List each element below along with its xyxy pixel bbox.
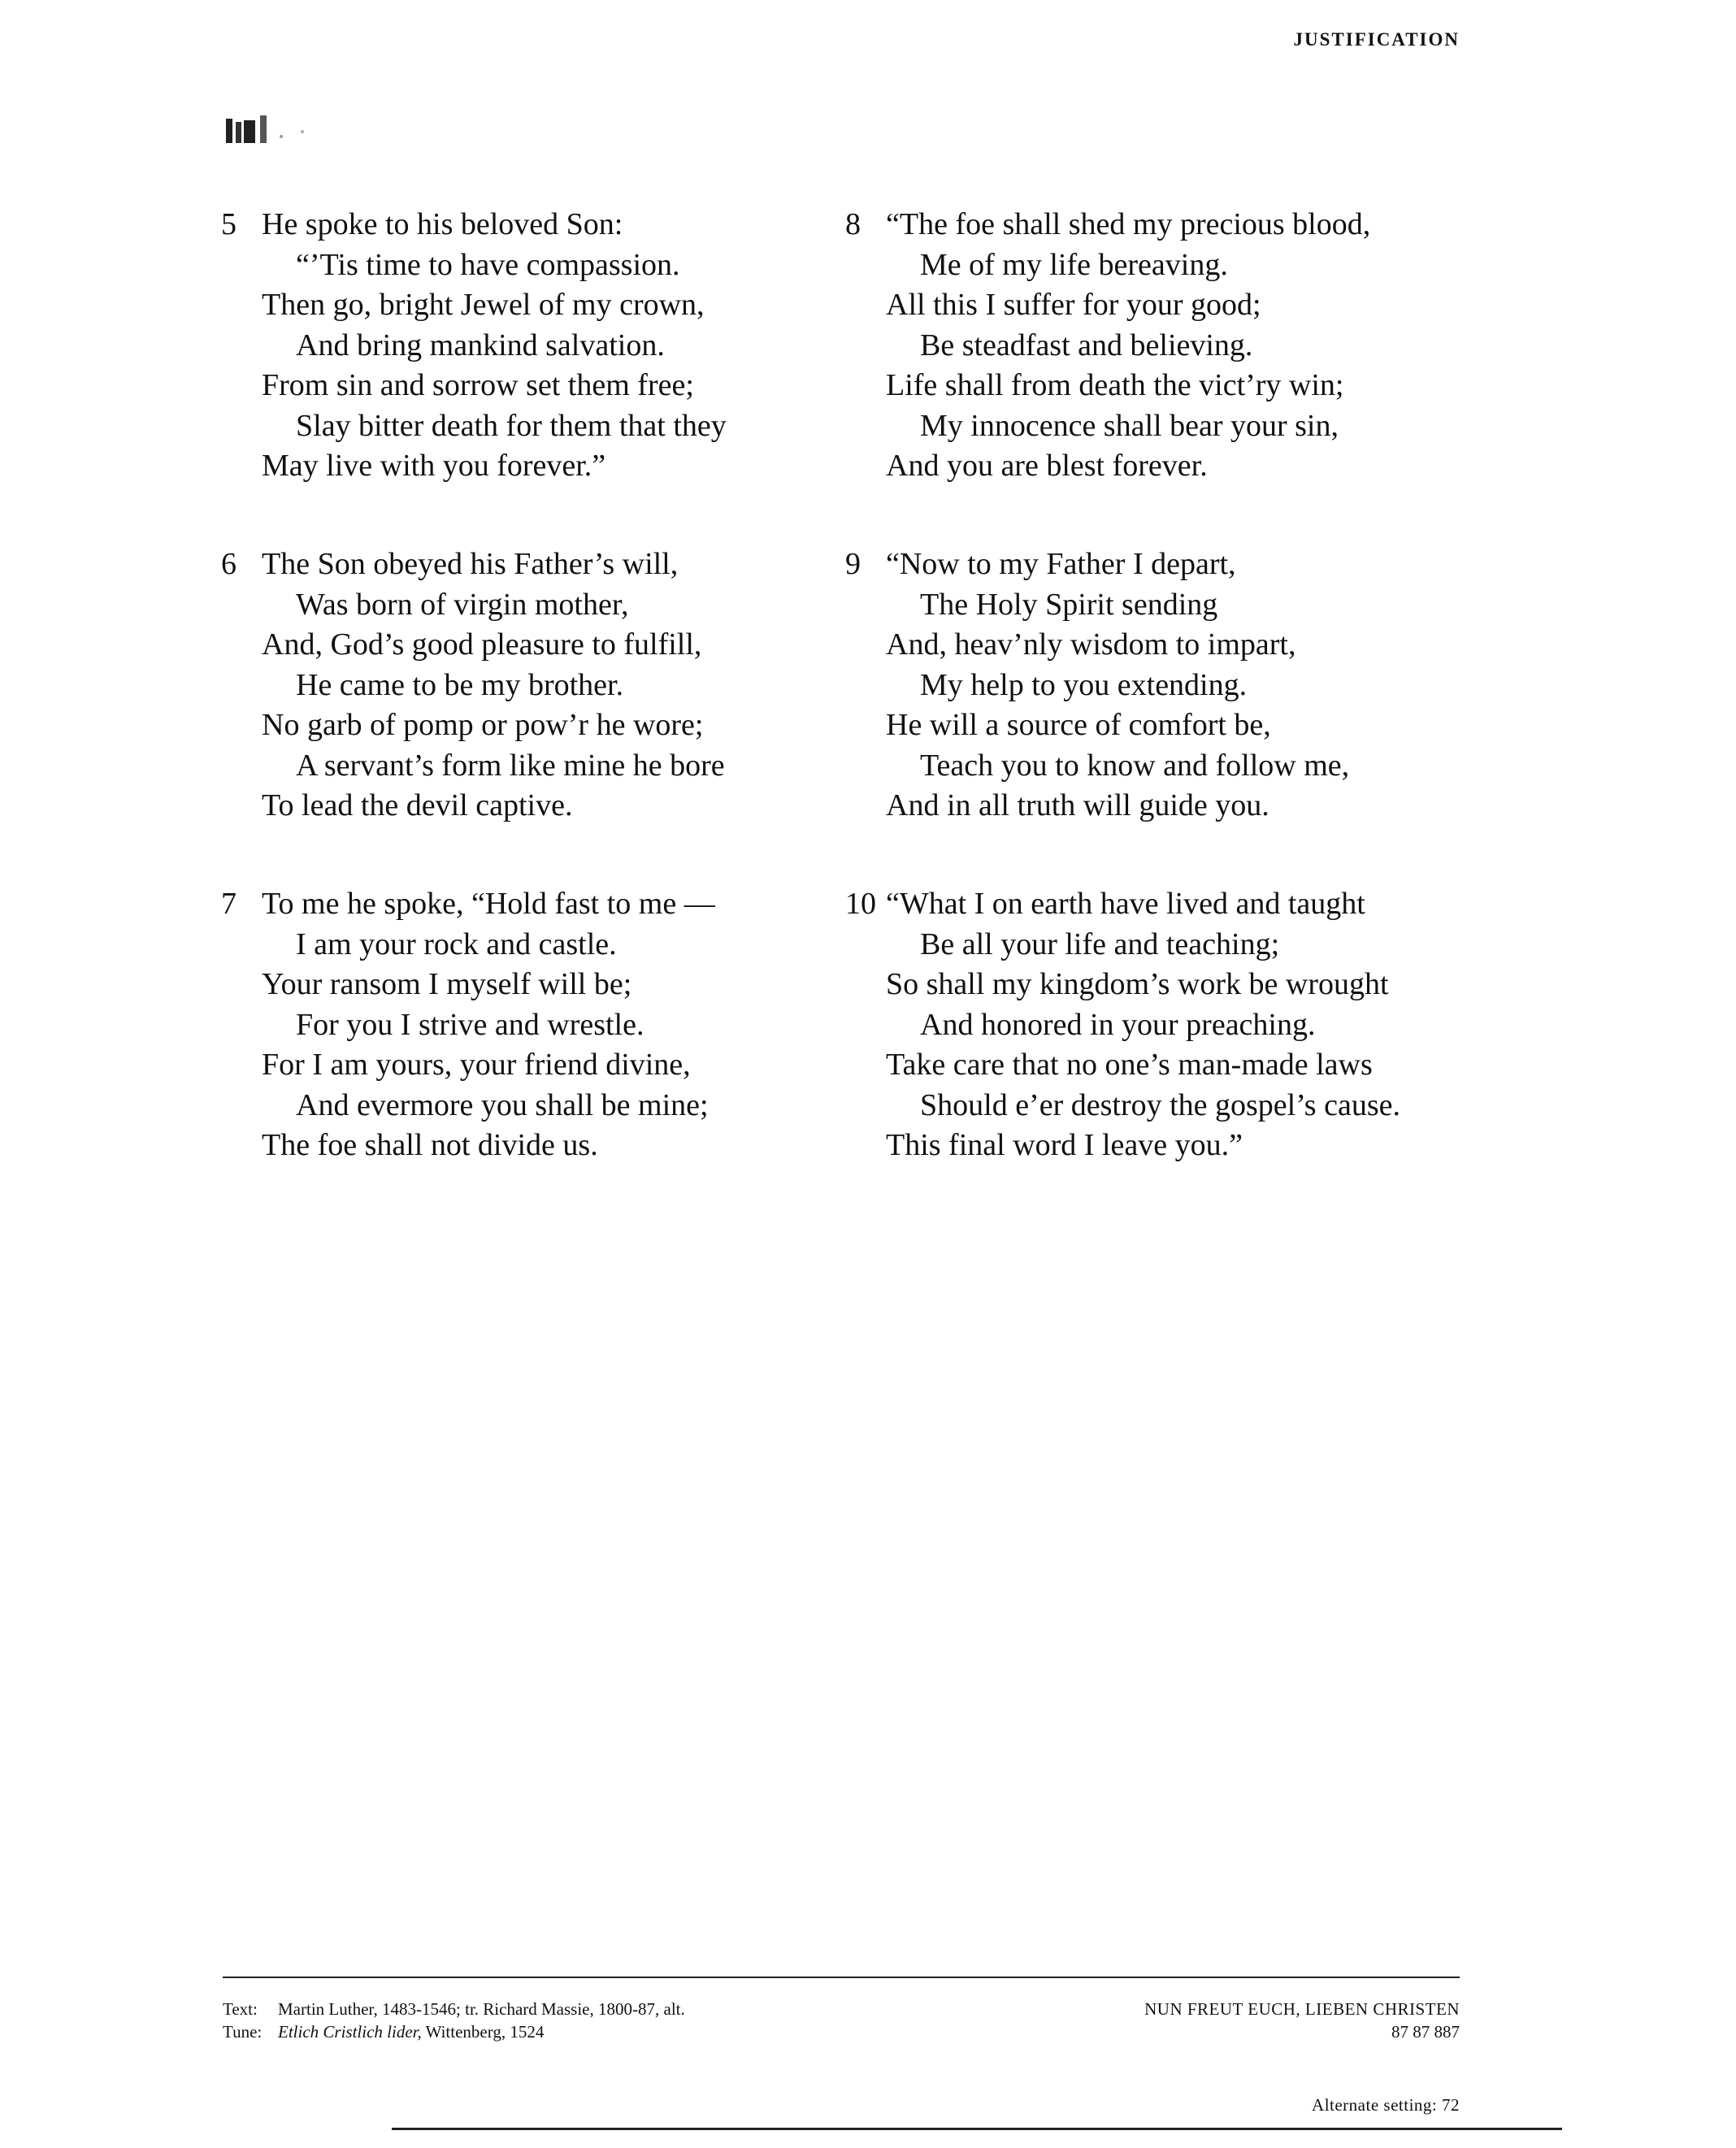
stanza-number: 10 [845, 887, 876, 921]
verse-line: From sin and sorrow set them free; [262, 368, 694, 402]
verse-line: And honored in your preaching. [920, 1007, 1316, 1042]
text-author: Martin Luther, 1483-1546; tr. Richard Massie, 1800-87, alt. [278, 1999, 685, 2019]
tune-place: Wittenberg, 1524 [421, 2022, 545, 2042]
verse-line: He spoke to his beloved Son: [262, 207, 623, 241]
section-heading: JUSTIFICATION [1293, 29, 1460, 50]
verse-line: The Holy Spirit sending [920, 587, 1218, 622]
text-label: Text: [223, 1999, 258, 2019]
verse-line: May live with you forever.” [262, 449, 606, 483]
verse-line: I am your rock and castle. [296, 926, 617, 961]
verse-line: This final word I leave you.” [886, 1128, 1243, 1162]
stanza-5 [221, 205, 727, 487]
stanza-8 [845, 205, 1370, 487]
verse-line: And in all truth will guide you. [886, 788, 1269, 822]
verse-line: For you I strive and wrestle. [296, 1007, 644, 1042]
verse-line: And bring mankind salvation. [296, 328, 665, 362]
verse-line: My help to you extending. [920, 667, 1248, 702]
bottom-rule [392, 2128, 1562, 2130]
verse-line: “Now to my Father I depart, [886, 547, 1236, 581]
verse-line: Was born of virgin mother, [296, 587, 629, 622]
verse-line: To lead the devil captive. [262, 788, 573, 822]
verse-line: Slay bitter death for them that they [296, 408, 727, 443]
verse-line: He will a source of comfort be, [886, 708, 1271, 742]
verse-line: And, God’s good pleasure to fulfill, [262, 627, 702, 662]
meter: 87 87 887 [1391, 2022, 1460, 2042]
stanza-9 [845, 545, 1349, 827]
verse-line: “What I on earth have lived and taught [886, 887, 1365, 921]
verse-line: The Son obeyed his Father’s will, [262, 547, 679, 581]
hymn-credits [223, 1998, 685, 2043]
verse-line: No garb of pomp or pow’r he wore; [262, 708, 704, 742]
text-credit [223, 1998, 685, 2020]
verse-line: All this I suffer for your good; [886, 288, 1261, 322]
verse-line: So shall my kingdom’s work be wrought [886, 967, 1389, 1001]
verse-line: “The foe shall shed my precious blood, [886, 207, 1371, 241]
verse-line: And you are blest forever. [886, 449, 1208, 483]
verse-line: Teach you to know and follow me, [920, 748, 1350, 783]
stanza-number: 5 [221, 207, 237, 241]
verse-line: “’Tis time to have compassion. [296, 247, 680, 282]
verse-line: He came to be my brother. [296, 667, 624, 702]
verse-line: Life shall from death the vict’ry win; [886, 368, 1344, 402]
print-smudge [224, 104, 322, 153]
verse-line: Be all your life and teaching; [920, 926, 1280, 961]
verse-line: For I am yours, your friend divine, [262, 1048, 691, 1082]
stanza-10 [845, 884, 1400, 1166]
stanza-6 [221, 545, 725, 827]
tune-label: Tune: [223, 2022, 263, 2042]
stanza-number: 8 [845, 207, 861, 241]
alternate-setting: Alternate setting: 72 [1312, 2095, 1460, 2115]
verse-line: And evermore you shall be mine; [296, 1087, 709, 1122]
tune-info [1144, 1998, 1460, 2043]
tune-source: Etlich Cristlich lider, [278, 2022, 422, 2042]
verse-line: And, heav’nly wisdom to impart, [886, 627, 1296, 662]
tune-credit [223, 2020, 685, 2043]
verse-line: Then go, bright Jewel of my crown, [262, 288, 705, 322]
verse-line: My innocence shall bear your sin, [920, 408, 1339, 443]
stanza-number: 9 [845, 547, 861, 581]
verse-line: To me he spoke, “Hold fast to me — [262, 887, 715, 921]
tune-name: NUN FREUT EUCH, LIEBEN CHRISTEN [1144, 1999, 1460, 2019]
stanza-7 [221, 884, 715, 1166]
verse-line: The foe shall not divide us. [262, 1128, 598, 1162]
verse-line: Should e’er destroy the gospel’s cause. [920, 1087, 1400, 1122]
verse-line: Me of my life bereaving. [920, 247, 1228, 282]
stanza-number: 7 [221, 887, 237, 921]
stanza-number: 6 [221, 547, 237, 581]
verse-line: Take care that no one’s man-made laws [886, 1048, 1373, 1082]
verse-line: Your ransom I myself will be; [262, 967, 632, 1001]
verse-line: A servant’s form like mine he bore [296, 748, 725, 783]
verse-line: Be steadfast and believing. [920, 328, 1253, 362]
footer-divider [223, 1977, 1460, 1978]
